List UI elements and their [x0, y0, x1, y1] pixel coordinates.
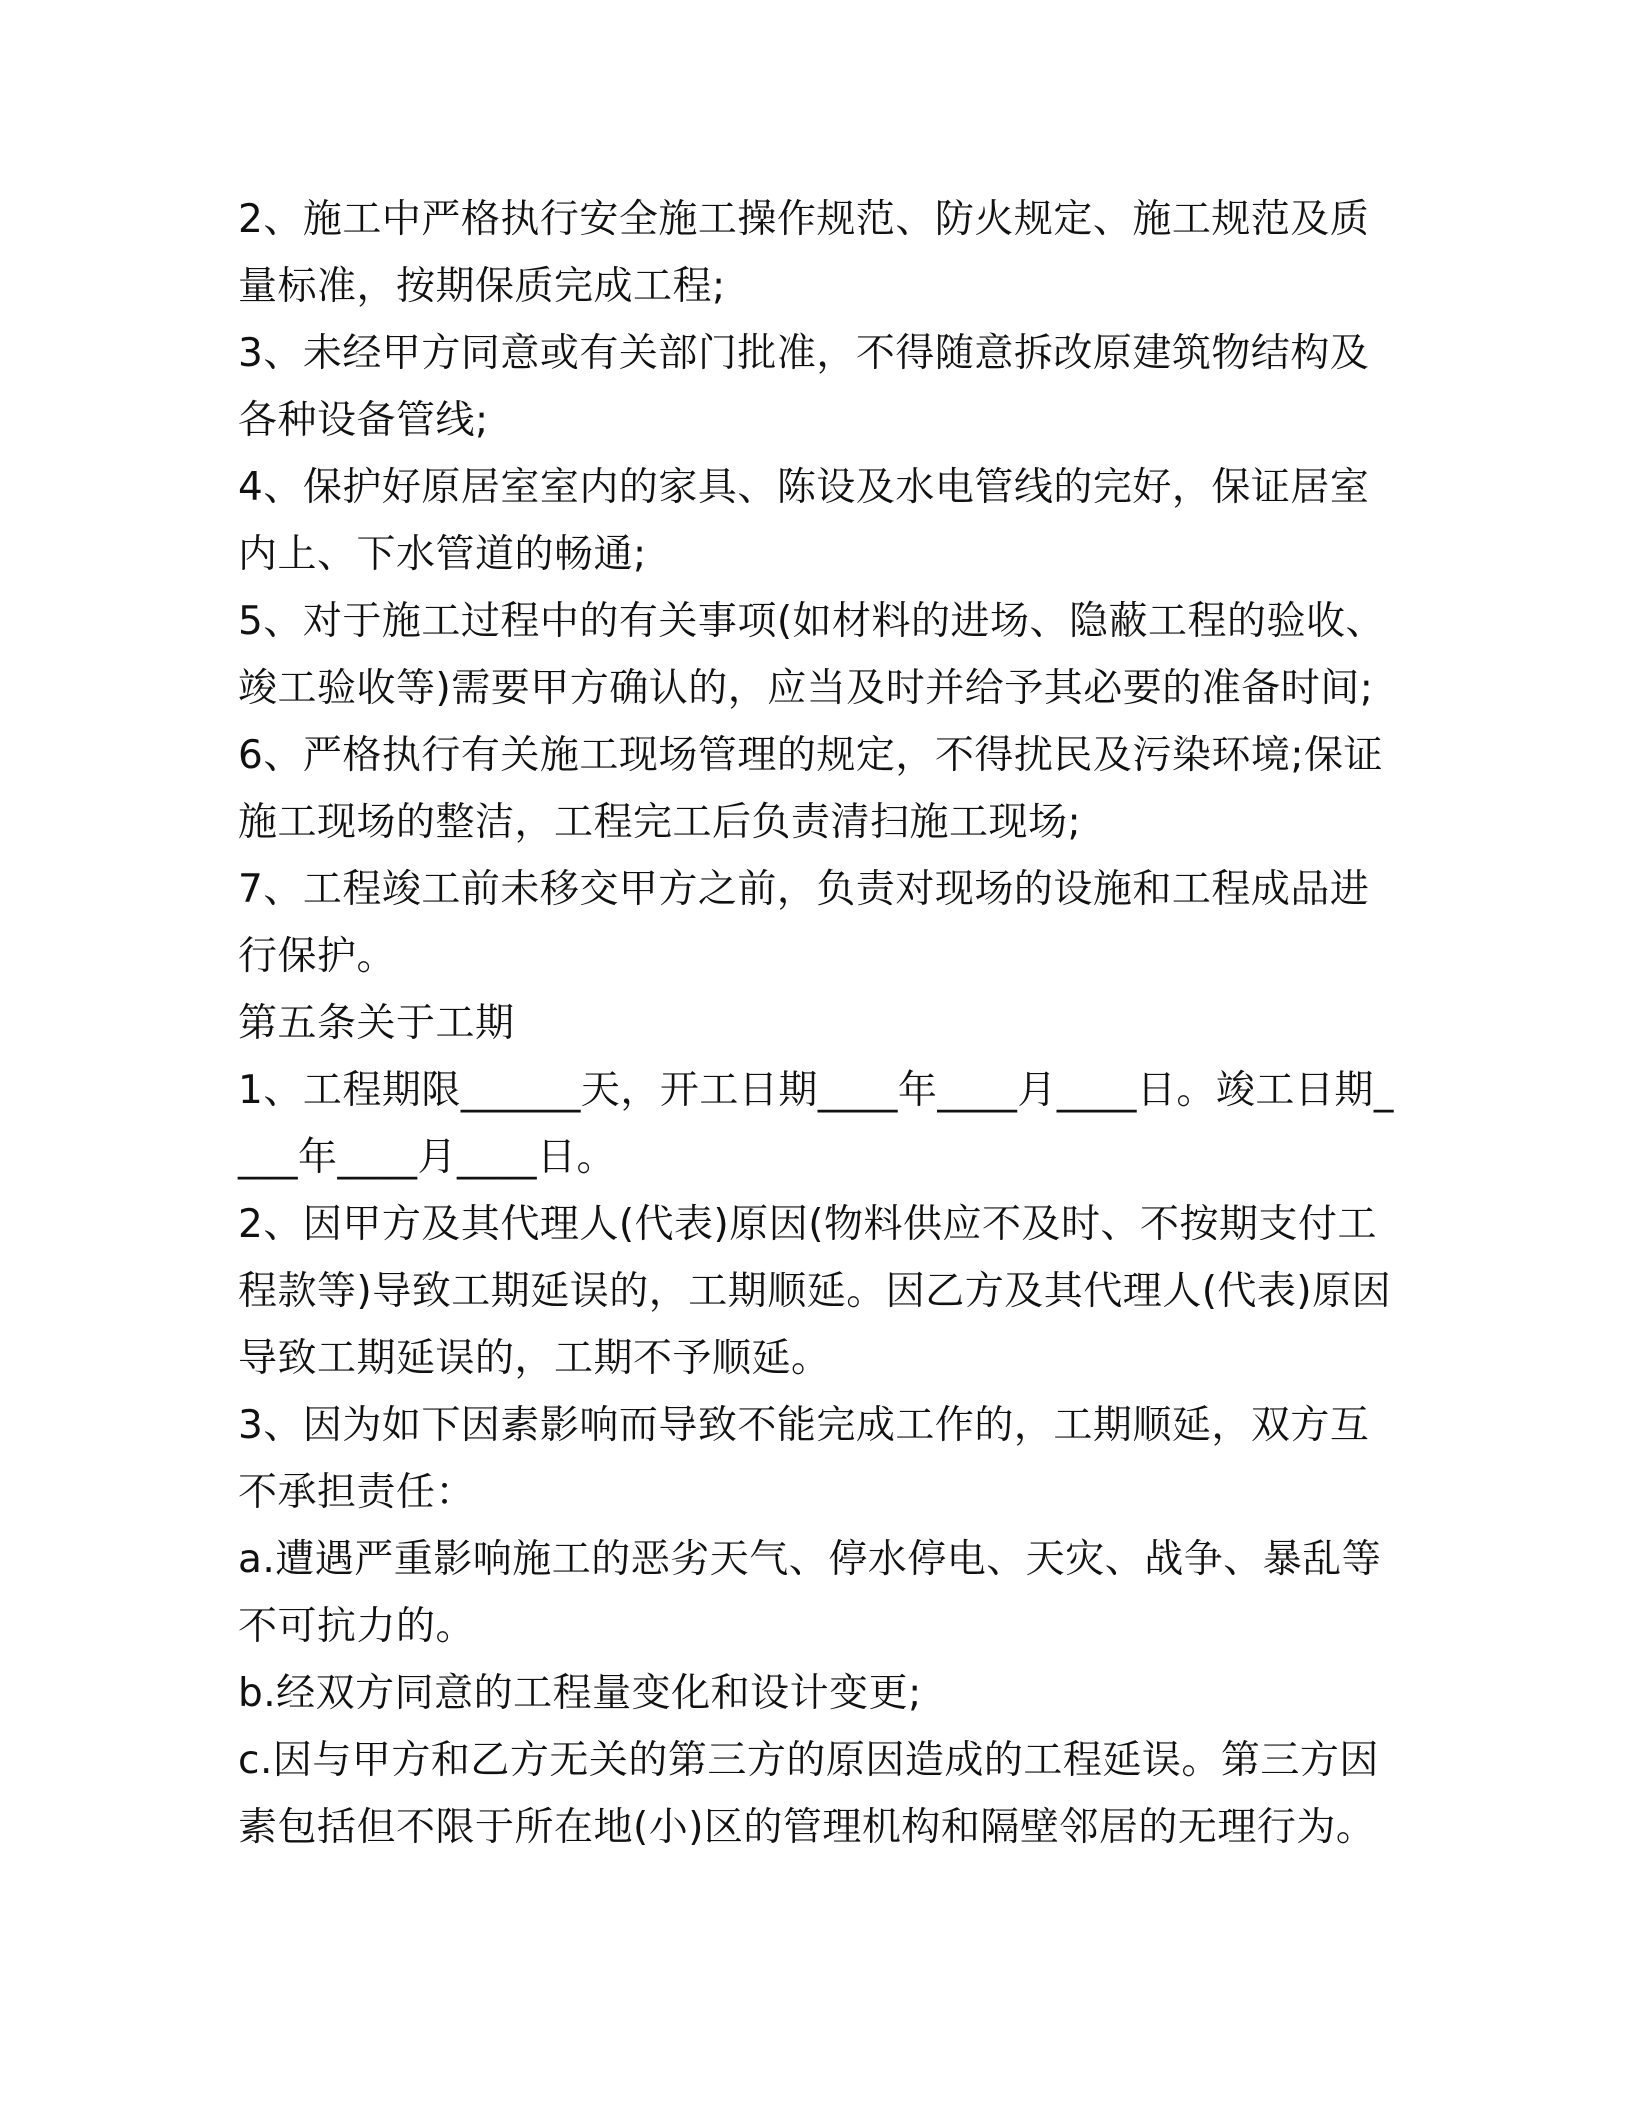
document-body — [238, 186, 1398, 1861]
sub-item-a: a.遭遇严重影响施工的恶劣天气、停水停电、天灾、战争、暴乱等不可抗力的。 — [238, 1537, 1382, 1649]
clause-item-4: 4、保护好原居室室内的家具、陈设及水电管线的完好，保证居室内上、下水管道的畅通; — [238, 465, 1370, 577]
schedule-item-3: 3、因为如下因素影响而导致不能完成工作的，工期顺延，双方互不承担责任： — [238, 1403, 1370, 1515]
schedule-item-1: 1、工程期限______天，开工日期____年____月____日。竣工日期____年____月____日。 — [238, 1068, 1394, 1180]
clause-item-2: 2、施工中严格执行安全施工操作规范、防火规定、施工规范及质量标准，按期保质完成工程; — [238, 197, 1370, 309]
clause-item-7: 7、工程竣工前未移交甲方之前，负责对现场的设施和工程成品进行保护。 — [238, 867, 1370, 979]
clause-item-5: 5、对于施工过程中的有关事项(如材料的进场、隐蔽工程的验收、竣工验收等)需要甲方确认的，应当及时并给予其必要的准备时间; — [238, 599, 1386, 711]
section-heading: 第五条关于工期 — [238, 1001, 515, 1046]
sub-item-c: c.因与甲方和乙方无关的第三方的原因造成的工程延误。第三方因素包括但不限于所在地(小)区的管理机构和隔壁邻居的无理行为。 — [238, 1738, 1379, 1850]
sub-item-b: b.经双方同意的工程量变化和设计变更; — [238, 1671, 922, 1716]
clause-item-6: 6、严格执行有关施工现场管理的规定，不得扰民及污染环境;保证施工现场的整洁，工程完工后负责清扫施工现场; — [238, 733, 1383, 845]
schedule-item-2: 2、因甲方及其代理人(代表)原因(物料供应不及时、不按期支付工程款等)导致工期延误的，工期顺延。因乙方及其代理人(代表)原因导致工期延误的，工期不予顺延。 — [238, 1202, 1392, 1381]
clause-item-3: 3、未经甲方同意或有关部门批准，不得随意拆改原建筑物结构及各种设备管线; — [238, 331, 1370, 443]
